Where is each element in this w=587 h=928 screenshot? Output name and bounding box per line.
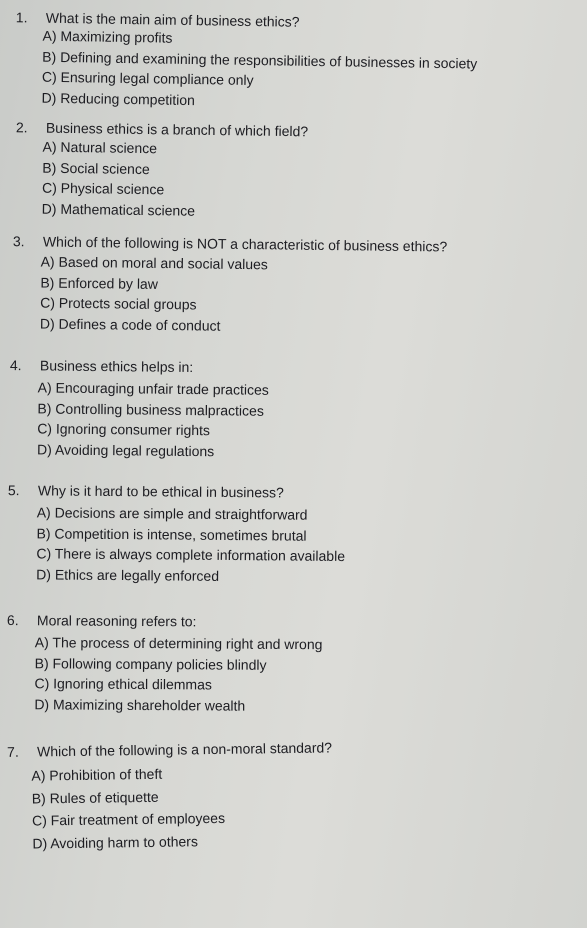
question-7-number: 7. — [6, 743, 19, 760]
question-3-option-a: A) Based on moral and social values — [40, 253, 268, 273]
question-1-number: 1. — [15, 9, 28, 26]
question-4-option-d: D) Avoiding legal regulations — [36, 441, 215, 460]
question-6-option-b: B) Following company policies blindly — [34, 654, 267, 673]
question-1-options — [41, 28, 477, 118]
question-3-option-c: C) Protects social groups — [40, 294, 197, 313]
question-4-option-c: C) Ignoring consumer rights — [37, 420, 211, 439]
question-5 — [0, 482, 587, 584]
question-1-text: What is the main aim of business ethics? — [45, 9, 300, 30]
question-6-option-c: C) Ignoring ethical dilemmas — [34, 675, 212, 693]
question-5-text: Why is it hard to be ethical in business? — [37, 482, 284, 501]
question-2-option-c: C) Physical science — [41, 179, 165, 198]
question-4-text: Business ethics helps in: — [39, 357, 194, 376]
question-3-number: 3. — [12, 233, 25, 250]
question-7-options — [31, 765, 225, 858]
question-6-options — [34, 634, 322, 719]
question-5-option-a: A) Decisions are simple and straightforward — [36, 504, 308, 523]
question-3-option-d: D) Defines a code of conduct — [39, 315, 221, 334]
question-7 — [0, 736, 587, 852]
question-3-options — [40, 253, 268, 339]
question-2-text: Business ethics is a branch of which field? — [45, 119, 309, 140]
question-1-option-c: C) Ensuring legal compliance only — [41, 69, 254, 89]
question-7-option-a: A) Prohibition of theft — [31, 765, 163, 784]
question-3-option-b: B) Enforced by law — [40, 274, 158, 292]
question-5-number: 5. — [7, 482, 20, 499]
question-4-options — [37, 379, 269, 464]
question-1-option-a: A) Maximizing profits — [42, 27, 173, 46]
question-4-option-a: A) Encouraging unfair trade practices — [37, 379, 269, 398]
question-5-option-b: B) Competition is intense, sometimes brutal — [36, 525, 307, 544]
question-6-number: 6. — [6, 612, 19, 629]
question-4-number: 4. — [9, 357, 22, 374]
question-7-option-b: B) Rules of etiquette — [31, 788, 159, 807]
question-2-number: 2. — [15, 119, 28, 136]
question-7-option-d: D) Avoiding harm to others — [32, 832, 198, 852]
question-5-option-d: D) Ethics are legally enforced — [36, 566, 220, 584]
question-6-option-d: D) Maximizing shareholder wealth — [34, 696, 246, 714]
question-1-option-b: B) Defining and examining the responsibilities of businesses in society — [42, 48, 478, 72]
question-6-text: Moral reasoning refers to: — [36, 612, 197, 630]
question-3-text: Which of the following is NOT a characteristic of business ethics? — [42, 233, 448, 255]
question-6-option-a: A) The process of determining right and wrong — [34, 634, 323, 653]
question-1 — [0, 9, 587, 109]
question-6 — [0, 612, 587, 714]
question-4 — [0, 357, 587, 460]
question-7-option-c: C) Fair treatment of employees — [31, 809, 226, 829]
question-2-option-a: A) Natural science — [42, 138, 158, 157]
question-4-option-b: B) Controlling business malpractices — [37, 400, 264, 419]
question-5-option-c: C) There is always complete information available — [36, 545, 346, 565]
question-2-options — [42, 139, 196, 224]
question-3 — [0, 233, 587, 334]
question-2-option-b: B) Social science — [42, 159, 150, 177]
question-2-option-d: D) Mathematical science — [41, 200, 196, 219]
question-5-options — [36, 504, 345, 589]
question-1-option-d: D) Reducing competition — [41, 89, 196, 109]
question-7-text: Which of the following is a non-moral standard? — [36, 739, 333, 760]
question-2 — [0, 119, 587, 219]
